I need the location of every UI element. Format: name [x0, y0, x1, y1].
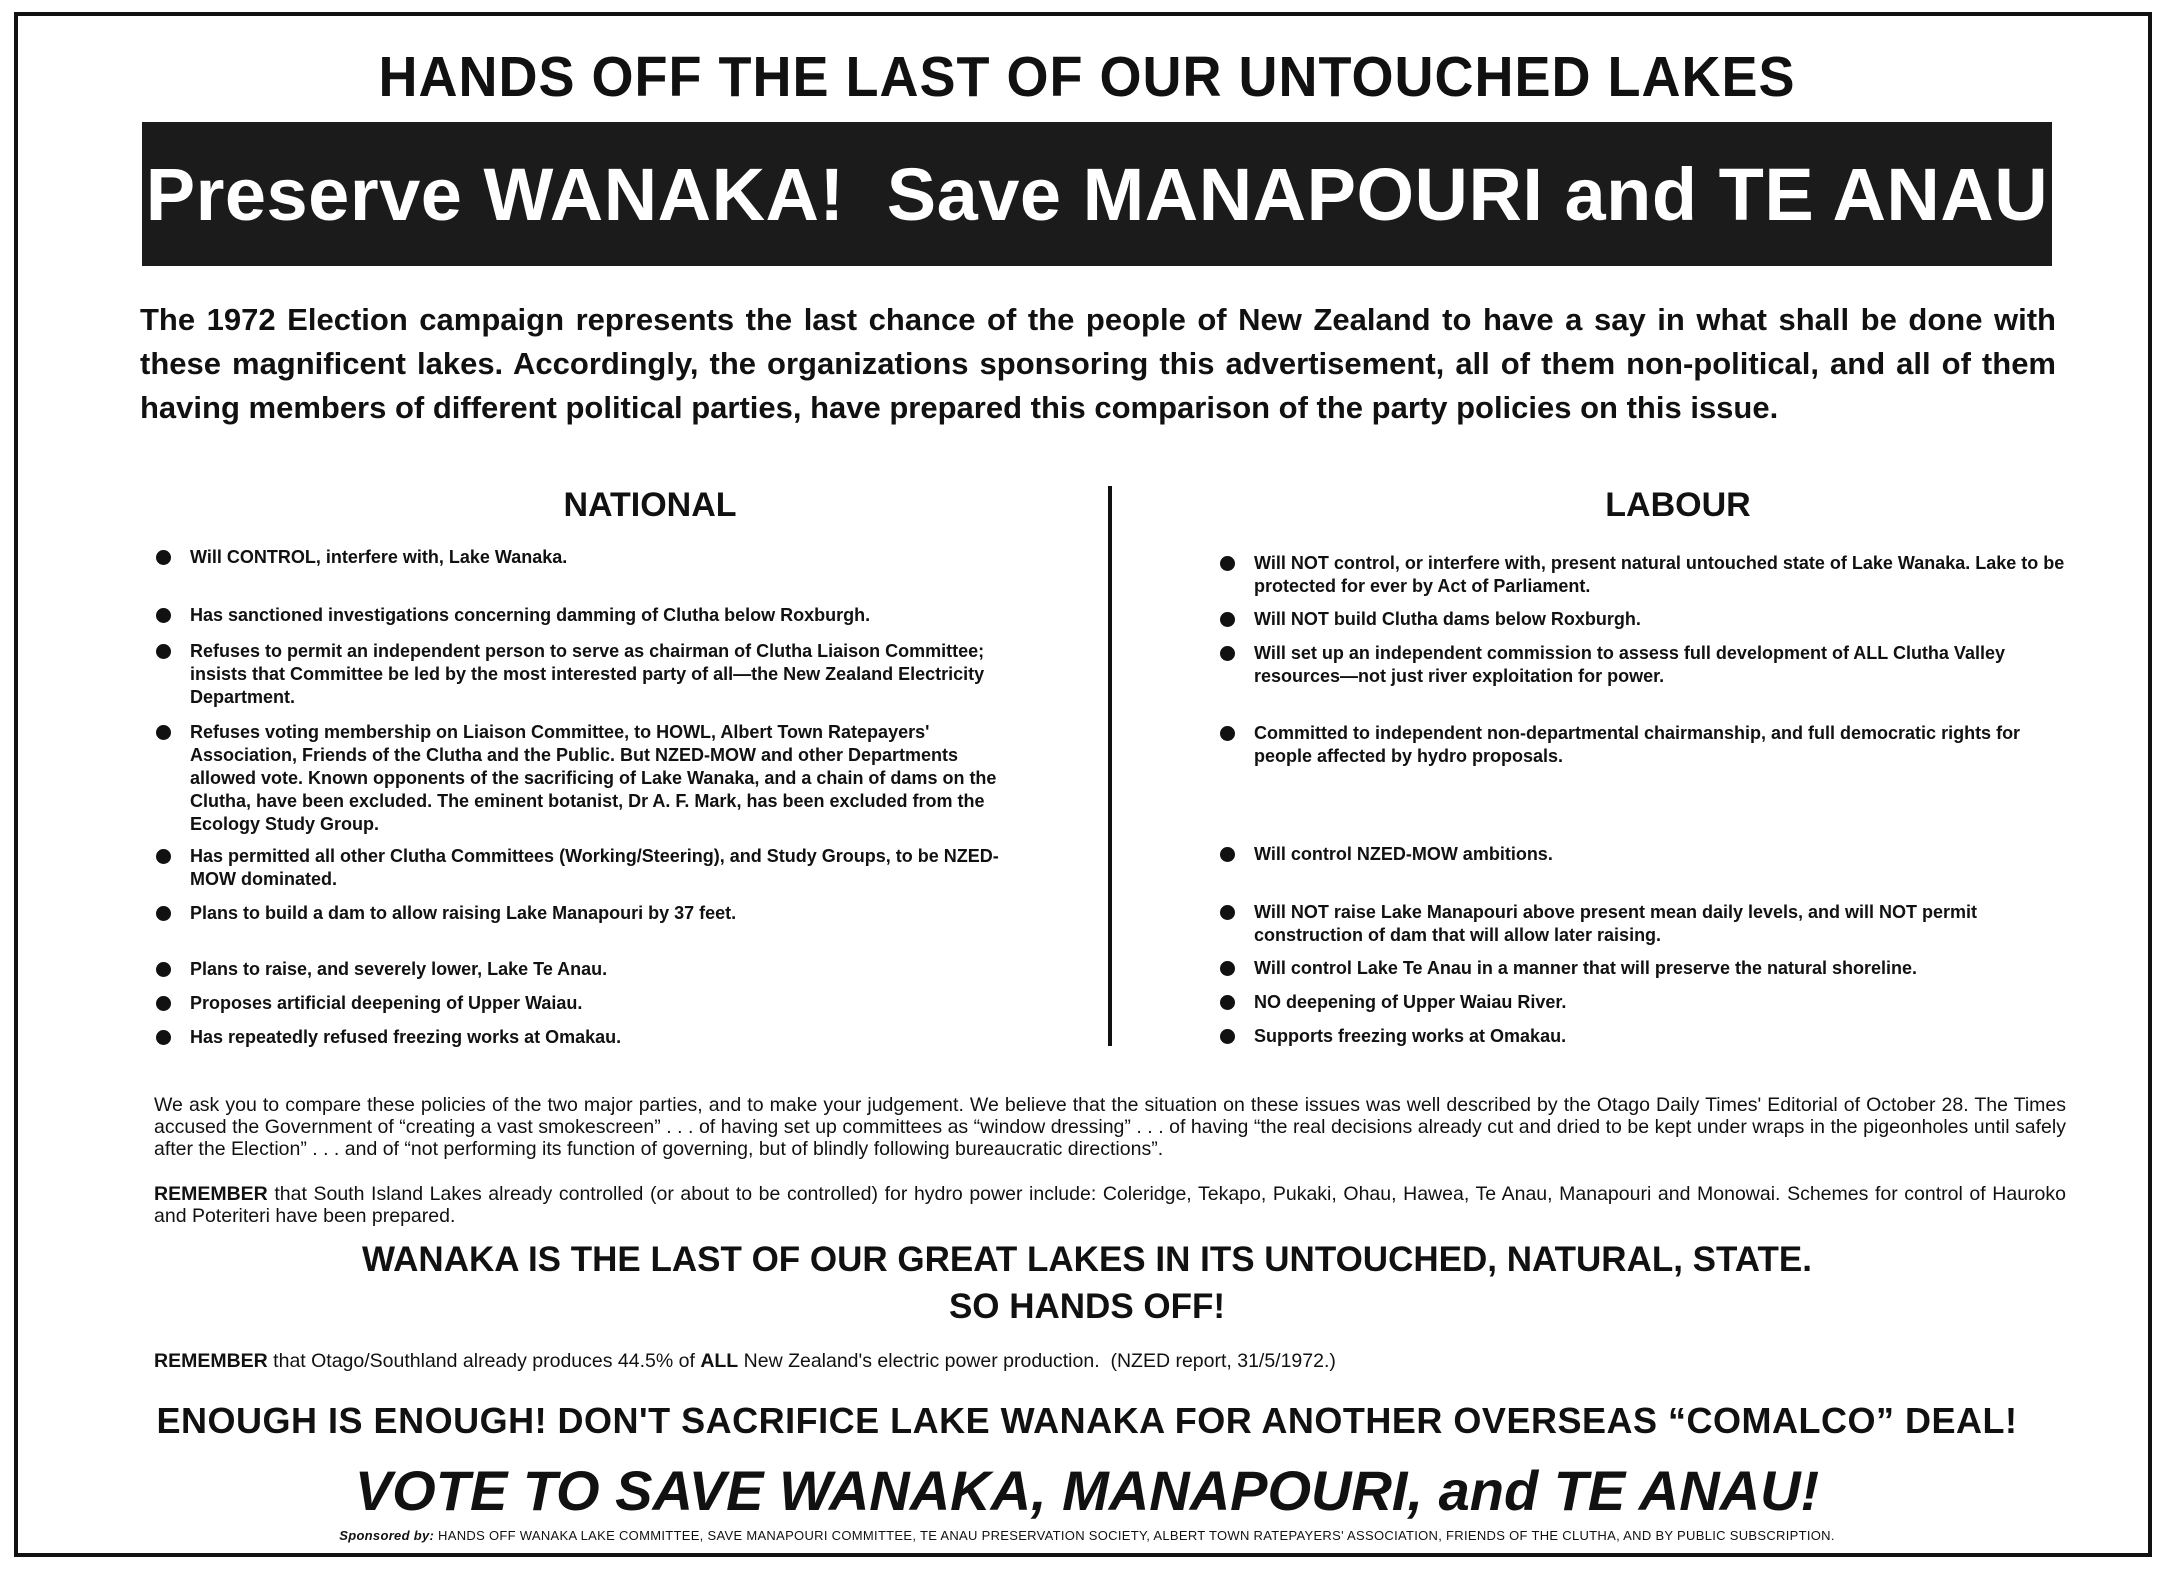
bullet-icon	[1220, 995, 1235, 1010]
list-item: Plans to raise, and severely lower, Lake Te Anau.	[156, 958, 1016, 981]
sponsor-label: Sponsored by:	[339, 1528, 435, 1543]
list-item: Will set up an independent commission to assess full development of ALL Clutha Valley resources—not just river exploitation for power.	[1220, 642, 2070, 688]
list-item: Will NOT build Clutha dams below Roxburgh.	[1220, 608, 2070, 631]
bullet-icon	[156, 608, 171, 623]
bullet-icon	[156, 996, 171, 1011]
comparison-paragraph: We ask you to compare these policies of the two major parties, and to make your judgement. We believe that the situation on these issues was well described by the Otago Daily Times' Editorial of October 28. The Times accused the Government of “creating a vast smokescreen” . . . of having set up committees as “window dressing” . . . of having “the real decisions already cut and dried to be kept under wraps in the pigeonholes until safely after the Election” . . . and of “not performing its function of governing, but of blindly following bureaucratic directions”.	[154, 1094, 2066, 1160]
remember-lakes-paragraph: REMEMBER that South Island Lakes already controlled (or about to be controlled) for hydro power include: Coleridge, Tekapo, Pukaki, Ohau, Hawea, Te Anau, Manapouri and Monowai. Schemes for control of Hauroko and Poteriteri have been prepared.	[154, 1183, 2066, 1227]
list-item: Will NOT raise Lake Manapouri above present mean daily levels, and will NOT permit construction of dam that will allow later raising.	[1220, 901, 2070, 947]
bullet-icon	[1220, 905, 1235, 920]
labour-column-title: LABOUR	[1605, 486, 1751, 524]
list-item: Committed to independent non-departmental chairmanship, and full democratic rights for people affected by hydro proposals.	[1220, 722, 2070, 768]
list-item: Proposes artificial deepening of Upper Waiau.	[156, 992, 1016, 1015]
bullet-icon	[1220, 847, 1235, 862]
list-item: Has repeatedly refused freezing works at Omakau.	[156, 1026, 1016, 1049]
slogan-line-1: WANAKA IS THE LAST OF OUR GREAT LAKES IN ITS UNTOUCHED, NATURAL, STATE.	[362, 1240, 1812, 1279]
bullet-icon	[1220, 646, 1235, 661]
bullet-icon	[1220, 961, 1235, 976]
list-item: Will NOT control, or interfere with, present natural untouched state of Lake Wanaka. Lake to be protected for ever by Act of Parliament.	[1220, 552, 2070, 598]
bullet-icon	[156, 644, 171, 659]
list-item: Supports freezing works at Omakau.	[1220, 1025, 2070, 1048]
bullet-icon	[156, 906, 171, 921]
bullet-icon	[1220, 726, 1235, 741]
bullet-icon	[156, 550, 171, 565]
banner-text: Preserve WANAKA! Save MANAPOURI and TE ANAU	[145, 152, 2049, 236]
list-item: Will control NZED-MOW ambitions.	[1220, 843, 2070, 866]
bullet-icon	[156, 1030, 171, 1045]
headline: HANDS OFF THE LAST OF OUR UNTOUCHED LAKES	[378, 45, 1796, 109]
slogan-line-2: SO HANDS OFF!	[948, 1287, 1226, 1326]
list-item: Refuses to permit an independent person to serve as chairman of Clutha Liaison Committee; insists that Committee be led by the most interested party of all—the New Zealand Electricity Department.	[156, 640, 1016, 709]
list-item: Will CONTROL, interfere with, Lake Wanaka.	[156, 546, 1016, 569]
bullet-icon	[156, 962, 171, 977]
vote-slogan: VOTE TO SAVE WANAKA, MANAPOURI, and TE ANAU!	[354, 1459, 1820, 1522]
national-column-title: NATIONAL	[563, 486, 737, 524]
list-item: Plans to build a dam to allow raising Lake Manapouri by 37 feet.	[156, 902, 1016, 925]
bullet-icon	[156, 849, 171, 864]
bullet-icon	[1220, 556, 1235, 571]
column-divider	[1108, 486, 1112, 1046]
list-item: Has permitted all other Clutha Committees (Working/Steering), and Study Groups, to be NZED-MOW dominated.	[156, 845, 1016, 891]
sponsor-line: Sponsored by: HANDS OFF WANAKA LAKE COMMITTEE, SAVE MANAPOURI COMMITTEE, TE ANAU PRESERVATION SOCIETY, ALBERT TOWN RATEPAYERS' ASSOCIATION, FRIENDS OF THE CLUTHA, AND BY PUBLIC SUBSCRIPTION.	[339, 1528, 1835, 1543]
list-item: Will control Lake Te Anau in a manner that will preserve the natural shoreline.	[1220, 957, 2070, 980]
banner	[142, 122, 2052, 266]
remember-label: REMEMBER	[154, 1183, 268, 1205]
remember-power-paragraph: REMEMBER that Otago/Southland already produces 44.5% of ALL New Zealand's electric power production. (NZED report, 31/5/1972.)	[154, 1350, 1336, 1372]
advertisement-page	[14, 12, 2152, 1557]
intro-paragraph: The 1972 Election campaign represents the last chance of the people of New Zealand to have a say in what shall be done with these magnificent lakes. Accordingly, the organizations sponsoring this advertisement, all of them non-political, and all of them having members of different political parties, have prepared this comparison of the party policies on this issue.	[140, 302, 2056, 425]
enough-slogan: ENOUGH IS ENOUGH! DON'T SACRIFICE LAKE WANAKA FOR ANOTHER OVERSEAS “COMALCO” DEAL!	[156, 1400, 2018, 1441]
list-item: Refuses voting membership on Liaison Committee, to HOWL, Albert Town Ratepayers' Association, Friends of the Clutha and the Public. But NZED-MOW and other Departments allowed vote. Known opponents of the sacrificing of Lake Wanaka, and a chain of dams on the Clutha, have been excluded. The eminent botanist, Dr A. F. Mark, has been excluded from the Ecology Study Group.	[156, 721, 1016, 836]
list-item: NO deepening of Upper Waiau River.	[1220, 991, 2070, 1014]
remember-label: REMEMBER	[154, 1350, 268, 1372]
bullet-icon	[156, 725, 171, 740]
bullet-icon	[1220, 1029, 1235, 1044]
bullet-icon	[1220, 612, 1235, 627]
list-item: Has sanctioned investigations concerning damming of Clutha below Roxburgh.	[156, 604, 1016, 627]
